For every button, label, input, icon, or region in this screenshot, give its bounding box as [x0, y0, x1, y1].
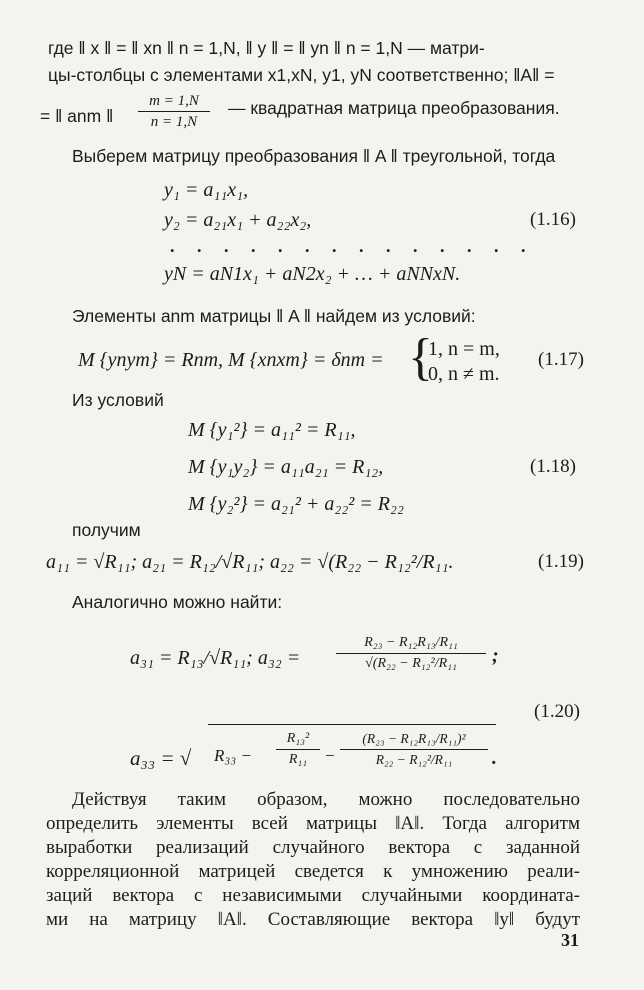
r13-fraction — [276, 730, 320, 769]
equation-line: M {ynym} = Rnm, M {xnxm} = δnm = — [78, 349, 384, 371]
text-line: цы-столбцы с элементами x1,xN, y1, yN соответственно; ‖A‖ = — [48, 65, 555, 85]
equation-line: a₁₁ = √R₁₁; a₂₁ = R₁₂/√R₁₁; a₂₂ = √(R₂₂ − R₁₂²/R₁₁. — [46, 551, 454, 573]
frac-numerator: R₁₃² — [286, 731, 310, 746]
text-line: выработки реализаций случайного вектора с заданной — [46, 837, 580, 858]
radicand-term: R₃₃ − — [214, 746, 252, 765]
frac-numerator: R₂₃ − R₁₂R₁₃/R₁₁ — [364, 635, 458, 650]
text-line: Из условий — [72, 390, 164, 410]
equation-line: y₁ = a₁₁x₁, — [164, 179, 249, 201]
frac-top: m = 1,N — [149, 93, 199, 109]
frac-denominator: R₂₂ − R₁₂²/R₁₁ — [375, 752, 453, 767]
left-brace: { — [408, 329, 433, 386]
frac-bar — [276, 749, 320, 750]
frac-bar — [340, 749, 488, 750]
equation-number: (1.17) — [538, 349, 584, 370]
period: . — [492, 747, 497, 769]
text-line: — квадратная матрица преобразования. — [228, 98, 560, 118]
page-number: 31 — [561, 930, 579, 950]
frac-denominator: √(R₂₂ − R₁₂²/R₁₁ — [365, 656, 457, 671]
minus-sign: − — [324, 746, 336, 765]
equation-line: M {y₁y₂} = a₁₁a₂₁ = R₁₂, — [188, 456, 384, 478]
text-line: Аналогично можно найти: — [72, 592, 283, 612]
frac-numerator: (R₂₃ − R₁₂R₁₃/R₁₁)² — [362, 731, 466, 746]
r23-fraction — [340, 730, 488, 769]
equation-number: (1.19) — [538, 551, 584, 572]
frac-denominator: R₁₁ — [288, 752, 308, 767]
frac-bar — [138, 111, 210, 112]
text-line: получим — [72, 520, 141, 540]
a32-fraction — [336, 634, 486, 673]
text-line: = ‖ anm ‖ — [40, 106, 114, 126]
frac-bottom: n = 1,N — [150, 114, 198, 130]
text-line: корреляционной матрицей сведется к умножению реали- — [46, 861, 580, 882]
equation-line: a₃₃ = √ — [130, 746, 192, 770]
case-line: 1, n = m, — [428, 338, 500, 360]
text-line: заций вектора с независимыми случайными координата- — [46, 885, 580, 906]
ellipsis-row: . . . . . . . . . . . . . . — [170, 236, 535, 256]
equation-line: y₂ = a₂₁x₁ + a₂₂x₂, — [164, 209, 312, 231]
text-line: ми на матрицу ‖A‖. Составляющие вектора ‖y‖ будут — [46, 909, 580, 930]
equation-line: a₃₁ = R₁₃/√R₁₁; a₃₂ = — [130, 647, 301, 669]
equation-line: M {y₂²} = a₂₁² + a₂₂² = R₂₂ — [188, 493, 404, 515]
text-line: Выберем матрицу преобразования ‖ A ‖ треугольной, тогда — [72, 146, 556, 166]
radical-bar — [208, 724, 496, 727]
case-line: 0, n ≠ m. — [428, 363, 500, 385]
text-line: Действуя таким образом, можно последовательно — [72, 789, 580, 810]
equation-number: (1.20) — [534, 701, 580, 722]
equation-number: (1.18) — [530, 456, 576, 477]
semicolon: ; — [492, 645, 499, 667]
text-line: Элементы anm матрицы ‖ A ‖ найдем из условий: — [72, 306, 476, 326]
equation-line: yN = aN1x₁ + aN2x₂ + … + aNNxN. — [164, 263, 461, 285]
equation-line: M {y₁²} = a₁₁² = R₁₁, — [188, 419, 356, 441]
frac-bar — [336, 653, 486, 654]
equation-number: (1.16) — [530, 209, 576, 230]
text-line: где ‖ x ‖ = ‖ xn ‖ n = 1,N, ‖ y ‖ = ‖ yn ‖ n = 1,N — матри- — [48, 38, 485, 58]
matrix-index-range — [138, 92, 210, 131]
text-line: определить элементы всей матрицы ‖A‖. Тогда алгоритм — [46, 813, 580, 834]
